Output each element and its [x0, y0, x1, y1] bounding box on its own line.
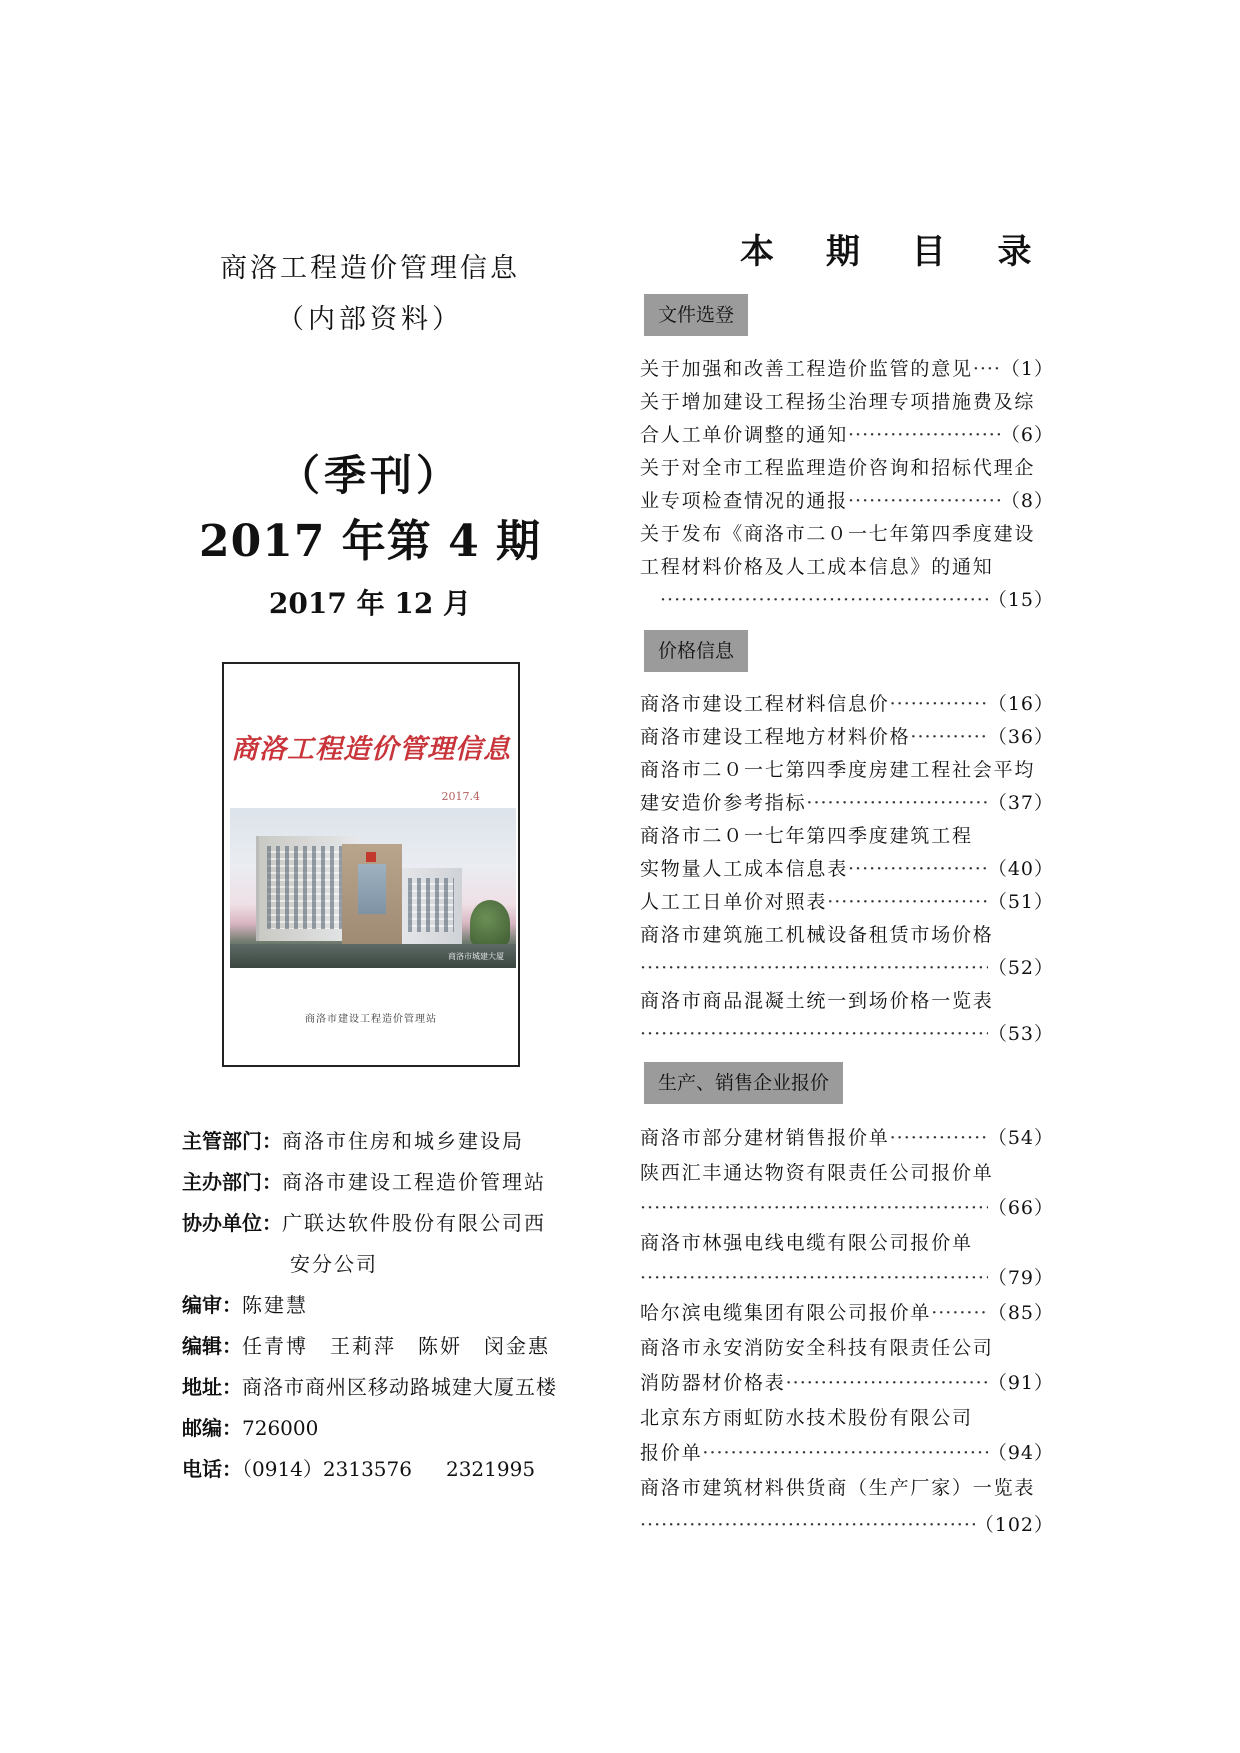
- info-co-organizer-cont: [290, 1251, 690, 1278]
- editor-name: 任青博: [242, 1334, 308, 1358]
- editor-name: 闵金惠: [484, 1334, 550, 1358]
- issue-number: 2017 年第 4 期: [198, 516, 542, 567]
- toc-entry[interactable]: ····· （79）: [640, 1264, 1054, 1292]
- toc-entry[interactable]: 商洛市林强电线电缆有限公司报价单: [640, 1232, 973, 1254]
- toc-entry[interactable]: 工程材料价格及人工成本信息》的通知: [640, 556, 994, 578]
- info-address: [182, 1374, 582, 1401]
- toc-entry[interactable]: 北京东方雨虹防水技术股份有限公司: [640, 1407, 973, 1429]
- toc-entry[interactable]: 商洛市建筑材料供货商（生产厂家）一览表: [640, 1477, 1036, 1499]
- photo-caption: 商洛市城建大厦: [448, 952, 504, 961]
- info-label: 主管部门：: [182, 1129, 282, 1153]
- building-photo: [230, 808, 516, 968]
- info-label: 主办部门：: [182, 1170, 282, 1194]
- toc-entry[interactable]: 关于增加建设工程扬尘治理专项措施费及综: [640, 391, 1036, 413]
- editor-name: 王莉萍: [330, 1334, 396, 1358]
- info-value-2: 2321995: [445, 1457, 536, 1481]
- toc-entry[interactable]: 关于加强和改善工程造价监管的意见 ····· （1）: [640, 355, 1054, 383]
- toc-entry[interactable]: 关于对全市工程监理造价咨询和招标代理企: [640, 457, 1036, 479]
- info-label: 电话：: [182, 1457, 242, 1481]
- tree-icon: [470, 900, 510, 946]
- toc-entry[interactable]: 商洛市永安消防安全科技有限责任公司: [640, 1337, 994, 1359]
- toc-entry[interactable]: ····· （53）: [640, 1020, 1054, 1048]
- editor-name: 陈妍: [418, 1334, 462, 1358]
- frequency-label: （季刊）: [277, 451, 462, 500]
- cover-title: 商洛工程造价管理信息: [231, 734, 511, 765]
- toc-entry[interactable]: 消防器材价格表 ····· （91）: [640, 1369, 1054, 1397]
- info-label: 编审：: [182, 1293, 242, 1317]
- info-value: 726000: [242, 1416, 319, 1440]
- info-value: 商洛市住房和城乡建设局: [282, 1129, 524, 1153]
- toc-entry[interactable]: 商洛市建筑施工机械设备租赁市场价格: [640, 924, 994, 946]
- info-host: [182, 1169, 582, 1196]
- building-logo-icon: [366, 852, 376, 862]
- building-right-wing: [400, 868, 462, 944]
- info-supervisor: [182, 1128, 582, 1155]
- toc-entry[interactable]: 商洛市二０一七第四季度房建工程社会平均: [640, 759, 1036, 781]
- toc-entry[interactable]: 商洛市建设工程材料信息价 ····· （16）: [640, 690, 1054, 718]
- publication-title: 商洛工程造价管理信息: [220, 253, 520, 284]
- section-header-quotes: 生产、销售企业报价: [644, 1062, 843, 1104]
- toc-entry[interactable]: 报价单 ····· （94）: [640, 1439, 1054, 1467]
- toc-entry[interactable]: 商洛市建设工程地方材料价格 ····· （36）: [640, 723, 1054, 751]
- info-label: 地址：: [182, 1375, 242, 1399]
- info-value: 商洛市建设工程造价管理站: [282, 1170, 546, 1194]
- toc-entry[interactable]: 合人工单价调整的通知 ····· （6）: [640, 421, 1054, 449]
- publication-subtitle: （内部资料）: [277, 304, 463, 335]
- toc-entry[interactable]: ····· （15）: [640, 586, 1054, 614]
- info-label: 编辑：: [182, 1334, 242, 1358]
- cover-thumbnail: [222, 662, 520, 1067]
- section-header-prices: 价格信息: [644, 630, 748, 672]
- toc-entry[interactable]: 商洛市商品混凝土统一到场价格一览表: [640, 990, 994, 1012]
- info-reviewer: [182, 1292, 582, 1319]
- info-value: 广联达软件股份有限公司西: [282, 1211, 546, 1235]
- toc-entry[interactable]: 实物量人工成本信息表 ····· （40）: [640, 855, 1054, 883]
- toc-entry[interactable]: 业专项检查情况的通报 ····· （8）: [640, 487, 1054, 515]
- toc-entry[interactable]: 商洛市二０一七年第四季度建筑工程: [640, 825, 973, 847]
- toc-entry[interactable]: 关于发布《商洛市二０一七年第四季度建设: [640, 523, 1036, 545]
- info-value: （0914）2313576: [242, 1457, 412, 1481]
- info-editors: [182, 1333, 582, 1360]
- info-label: 协办单位：: [182, 1211, 282, 1235]
- toc-entry[interactable]: ····· （102）: [640, 1511, 1054, 1539]
- issue-date: 2017 年 12 月: [268, 587, 472, 620]
- info-value: 商洛市商州区移动路城建大厦五楼: [242, 1375, 557, 1399]
- info-label: 邮编：: [182, 1416, 242, 1440]
- info-co-organizer: [182, 1210, 582, 1237]
- toc-entry[interactable]: 建安造价参考指标 ····· （37）: [640, 789, 1054, 817]
- building-center: [342, 844, 402, 944]
- toc-entry[interactable]: 哈尔滨电缆集团有限公司报价单 ····· （85）: [640, 1299, 1054, 1327]
- toc-entry[interactable]: ····· （66）: [640, 1194, 1054, 1222]
- info-value: 陈建慧: [242, 1293, 308, 1317]
- toc-entry[interactable]: ····· （52）: [640, 954, 1054, 982]
- info-phone: [182, 1456, 582, 1483]
- section-header-documents: 文件选登: [644, 294, 748, 336]
- toc-entry[interactable]: 陕西汇丰通达物资有限责任公司报价单: [640, 1162, 994, 1184]
- cover-issue: 2017.4: [441, 790, 480, 803]
- toc-entry[interactable]: 商洛市部分建材销售报价单 ····· （54）: [640, 1124, 1054, 1152]
- info-value: 安分公司: [290, 1252, 378, 1276]
- toc-entry[interactable]: 人工工日单价对照表 ····· （51）: [640, 888, 1054, 916]
- cover-org: 商洛市建设工程造价管理站: [305, 1014, 437, 1025]
- info-postcode: [182, 1415, 582, 1442]
- toc-title: 本 期 目 录: [740, 232, 1052, 272]
